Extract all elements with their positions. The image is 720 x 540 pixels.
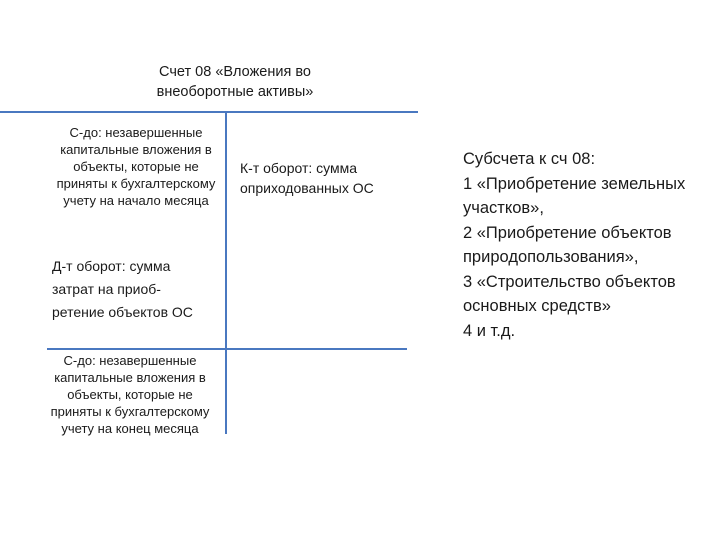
account-title: Счет 08 «Вложения во внеоборотные активы» [156, 64, 314, 100]
subaccounts-heading: Субсчета к сч 08: [463, 150, 596, 168]
subaccount-item: 1 «Приобретение земельных участков», [463, 174, 686, 217]
t-account-center-rule [225, 112, 227, 434]
closing-balance-text: С-до: незавершенные капитальные вложения в объекты, которые не приняты к бухгалтерскому учету на конец месяца [50, 353, 210, 436]
opening-balance-text: С-до: незавершенные капитальные вложения в объекты, которые не приняты к бухгалтерскому учету на начало месяца [56, 125, 216, 208]
subaccounts-list [463, 147, 703, 343]
subaccount-item: 3 «Строительство объектов основных средств» [463, 272, 676, 315]
t-account-top-rule [0, 111, 418, 113]
credit-turnover-text: К-т оборот: сумма оприходованных ОС [240, 160, 374, 196]
subaccount-item: 2 «Приобретение объектов природопользования», [463, 223, 672, 266]
t-account-balance-rule [47, 348, 407, 350]
subaccount-item: 4 и т.д. [463, 321, 516, 340]
debit-turnover-text: Д-т оборот: сумма затрат на приоб-ретение объектов ОС [52, 258, 193, 320]
